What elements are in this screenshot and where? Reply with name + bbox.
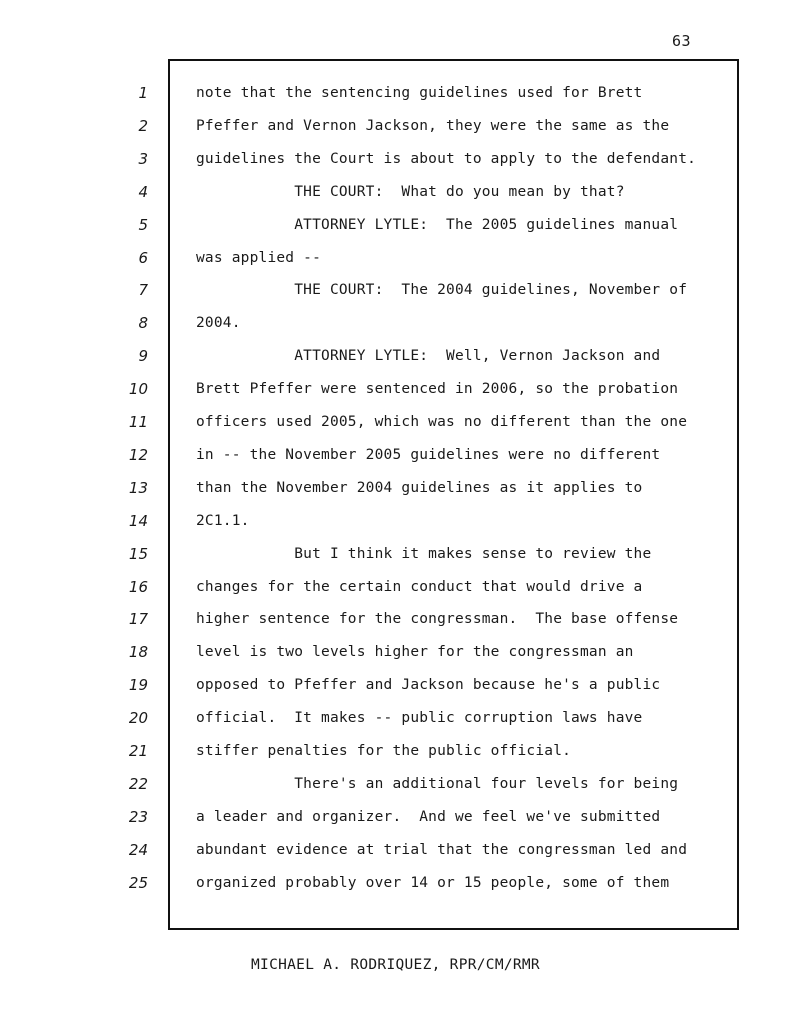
line-number: 2 [138, 117, 148, 135]
line-number: 13 [128, 479, 148, 497]
line-number: 18 [128, 643, 148, 661]
reporter-footer: MICHAEL A. RODRIQUEZ, RPR/CM/RMR [251, 957, 540, 973]
transcript-line: changes for the certain conduct that would drive a [196, 579, 643, 595]
line-number: 6 [138, 249, 148, 267]
line-number: 5 [138, 216, 148, 234]
transcript-line: in -- the November 2005 guidelines were no different [196, 447, 661, 463]
transcript-line: than the November 2004 guidelines as it applies to [196, 480, 643, 496]
line-number: 25 [128, 874, 148, 892]
transcript-line: higher sentence for the congressman. The base offense [196, 611, 679, 627]
line-number: 9 [138, 347, 148, 365]
transcript-line: THE COURT: The 2004 guidelines, November of [196, 282, 688, 298]
line-number: 23 [128, 808, 148, 826]
line-number: 1 [138, 84, 148, 102]
transcript-line: 2C1.1. [196, 513, 250, 529]
transcript-line: ATTORNEY LYTLE: Well, Vernon Jackson and [196, 348, 661, 364]
transcript-line: Brett Pfeffer were sentenced in 2006, so the probation [196, 381, 679, 397]
transcript-line: 2004. [196, 315, 241, 331]
line-number: 4 [138, 183, 148, 201]
transcript-line: guidelines the Court is about to apply to the defendant. [196, 151, 697, 167]
transcript-line: Pfeffer and Vernon Jackson, they were the same as the [196, 118, 670, 134]
line-number: 15 [128, 545, 148, 563]
line-number: 22 [128, 775, 148, 793]
line-number: 17 [128, 610, 148, 628]
transcript-line: organized probably over 14 or 15 people, some of them [196, 875, 670, 891]
transcript-box [168, 59, 739, 930]
line-number: 11 [128, 413, 148, 431]
transcript-line: was applied -- [196, 250, 322, 266]
transcript-line: officers used 2005, which was no different than the one [196, 414, 688, 430]
transcript-line: level is two levels higher for the congressman an [196, 644, 634, 660]
transcript-line: note that the sentencing guidelines used for Brett [196, 85, 643, 101]
transcript-line: opposed to Pfeffer and Jackson because he's a public [196, 677, 661, 693]
line-number: 7 [138, 281, 148, 299]
line-number: 14 [128, 512, 148, 530]
line-number: 21 [128, 742, 148, 760]
line-number: 24 [128, 841, 148, 859]
line-number: 8 [138, 314, 148, 332]
line-number: 3 [138, 150, 148, 168]
line-number: 12 [128, 446, 148, 464]
page-number: 63 [672, 32, 692, 50]
transcript-line: There's an additional four levels for being [196, 776, 679, 792]
transcript-line: But I think it makes sense to review the [196, 546, 652, 562]
transcript-line: ATTORNEY LYTLE: The 2005 guidelines manual [196, 217, 679, 233]
line-number: 10 [128, 380, 148, 398]
transcript-line: a leader and organizer. And we feel we've submitted [196, 809, 661, 825]
transcript-line: official. It makes -- public corruption laws have [196, 710, 643, 726]
transcript-line: stiffer penalties for the public official. [196, 743, 572, 759]
transcript-line: THE COURT: What do you mean by that? [196, 184, 625, 200]
line-number: 19 [128, 676, 148, 694]
line-number: 16 [128, 578, 148, 596]
line-number: 20 [128, 709, 148, 727]
transcript-line: abundant evidence at trial that the congressman led and [196, 842, 688, 858]
